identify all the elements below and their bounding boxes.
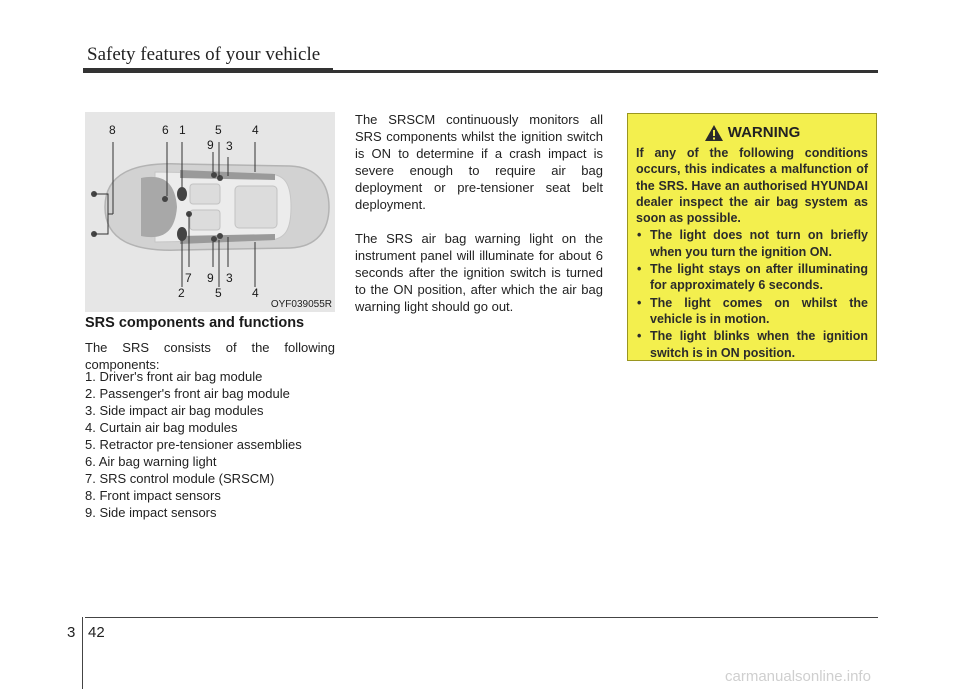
list-item: 1. Driver's front air bag module — [85, 369, 263, 384]
watermark: carmanualsonline.info — [725, 668, 871, 685]
paragraph-warning-light: The SRS air bag warning light on the instrument panel will illuminate for about 6 seconds after the ignition switch is turned to the ON position, after which the air bag warning light should go out. — [355, 231, 603, 314]
warning-item-text: The light blinks when the ignition switch is in ON position. — [650, 329, 868, 360]
bullet-icon: • — [637, 262, 642, 277]
component-list — [85, 368, 302, 521]
page-header-title: Safety features of your vehicle — [87, 44, 321, 65]
callout-5-bottom: 5 — [215, 286, 222, 300]
bullet-icon: • — [637, 329, 642, 344]
list-item: 8. Front impact sensors — [85, 488, 221, 503]
warning-item — [636, 328, 868, 361]
page-number: 42 — [88, 624, 105, 641]
footer-divider — [82, 617, 83, 689]
callout-4-bottom: 4 — [252, 286, 259, 300]
warning-text: If any of the following conditions occurs, this indicates a malfunction of the SRS. Have an authorised HYUNDAI dealer inspect the air bag system as soon as possible. — [636, 146, 868, 226]
srs-components-diagram — [85, 112, 335, 312]
callout-9-top: 9 — [207, 138, 214, 152]
list-item: 9. Side impact sensors — [85, 505, 217, 520]
section-title: SRS components and functions — [85, 315, 305, 331]
chapter-number: 3 — [67, 624, 76, 641]
section-intro: The SRS consists of the following components: — [85, 340, 335, 372]
list-item: 7. SRS control module (SRSCM) — [85, 471, 275, 486]
warning-item — [636, 295, 868, 328]
callout-4-top: 4 — [252, 123, 259, 137]
list-item: 6. Air bag warning light — [85, 454, 217, 469]
warning-triangle-icon — [704, 124, 724, 142]
warning-title: WARNING — [727, 123, 801, 141]
car-top-view-illustration — [85, 112, 335, 312]
list-item: 4. Curtain air bag modules — [85, 420, 238, 435]
callout-9-bottom: 9 — [207, 271, 214, 285]
warning-item-text: The light comes on whilst the vehicle is in motion. — [650, 295, 868, 326]
figure-code: OYF039055R — [270, 299, 332, 310]
callout-3-bottom: 3 — [226, 271, 233, 285]
warning-list — [636, 227, 868, 360]
paragraph-srscm: The SRSCM continuously monitors all SRS components whilst the ignition switch is ON to determine if a crash impact is severe enough to require air bag deployment or pre-tensioner seat belt deployment. — [355, 112, 603, 212]
warning-item-text: The light stays on after illuminating for approximately 6 seconds. — [650, 262, 868, 293]
callout-3-top: 3 — [226, 139, 233, 153]
callout-8: 8 — [109, 123, 116, 137]
warning-header — [636, 124, 868, 142]
warning-box — [627, 113, 877, 361]
callout-6: 6 — [162, 123, 169, 137]
footer-rule — [85, 617, 878, 618]
callout-7: 7 — [185, 271, 192, 285]
warning-item-text: The light does not turn on briefly when you turn the ignition ON. — [650, 228, 868, 259]
callout-2: 2 — [178, 286, 185, 300]
list-item: 3. Side impact air bag modules — [85, 403, 264, 418]
list-item: 2. Passenger's front air bag module — [85, 386, 290, 401]
header-rule-accent — [83, 68, 333, 73]
bullet-icon: • — [637, 295, 642, 310]
callout-5-top: 5 — [215, 123, 222, 137]
bullet-icon: • — [637, 228, 642, 243]
callout-1: 1 — [179, 123, 186, 137]
warning-item — [636, 261, 868, 294]
list-item: 5. Retractor pre-tensioner assemblies — [85, 437, 302, 452]
warning-item — [636, 227, 868, 260]
right-column — [355, 111, 603, 332]
